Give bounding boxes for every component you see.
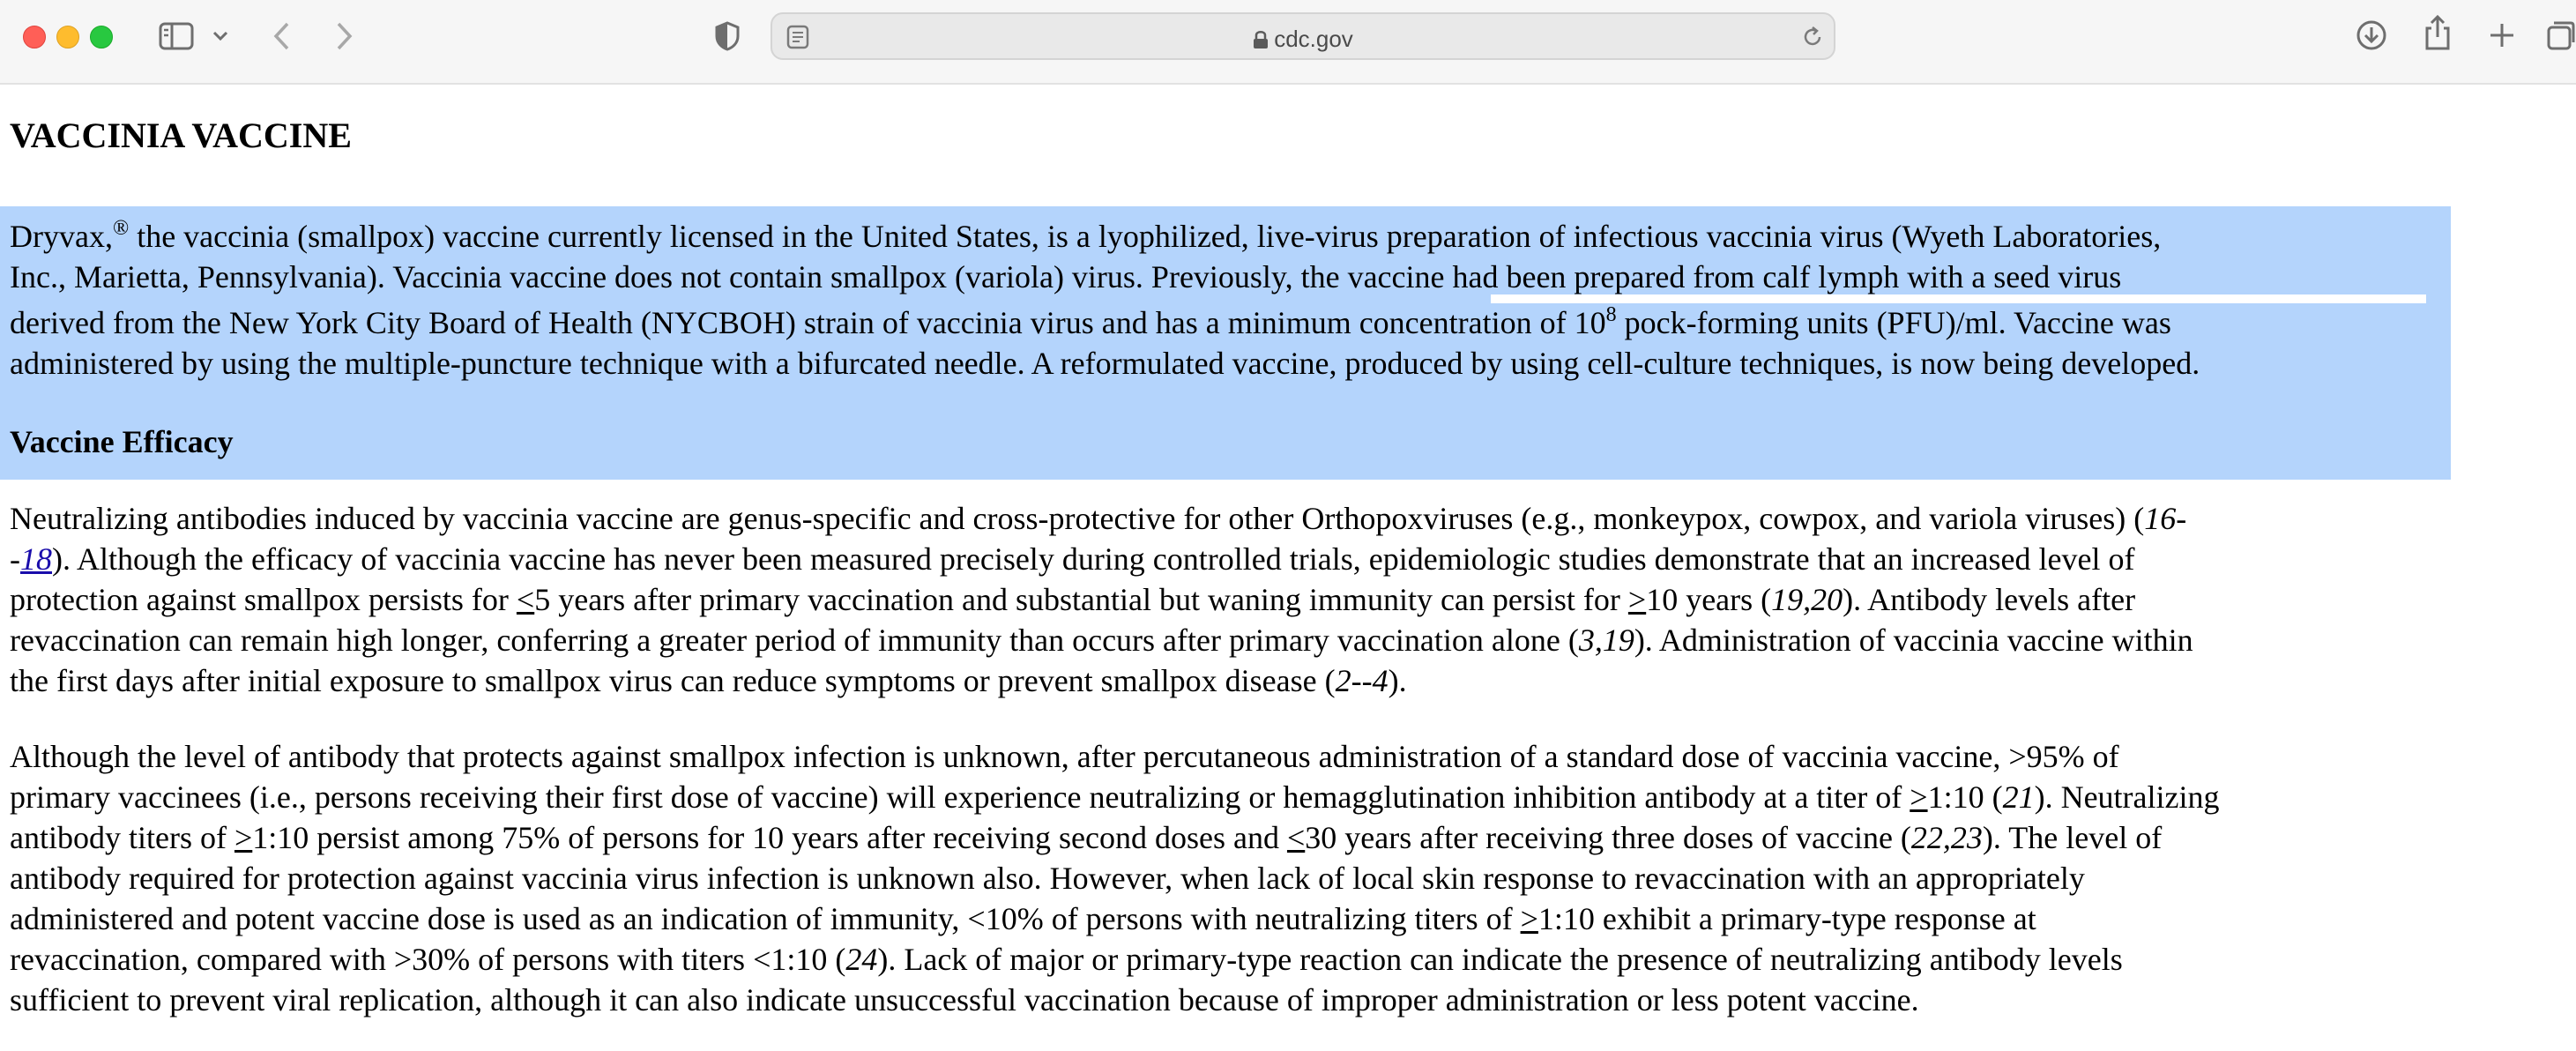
- intro-line-4: administered by using the multiple-puncture technique with a bifurcated needle. A reformulated vaccine, produced by using cell-culture techniques, is now being developed.: [10, 346, 2200, 381]
- vaccine-efficacy-heading: Vaccine Efficacy: [10, 424, 234, 459]
- tab-overview-icon[interactable]: [2546, 19, 2576, 51]
- efficacy-line-3: protection against smallpox persists for <5 years after primary vaccination and substantial but waning immunity can persist for >10 years (19,20). Antibody levels after: [10, 582, 2136, 617]
- antibody-line-3: antibody titers of >1:10 persist among 75% of persons for 10 years after receiving second doses and <30 years after receiving three doses of vaccine (22,23). The level of: [10, 820, 2163, 855]
- close-window-button[interactable]: [23, 26, 46, 48]
- address-bar[interactable]: [771, 12, 1835, 60]
- url-text: cdc.gov: [1274, 26, 1353, 52]
- intro-paragraph[interactable]: [10, 216, 2200, 384]
- minimize-window-button[interactable]: [56, 26, 79, 48]
- url-display: [772, 26, 1834, 53]
- downloads-icon[interactable]: [2356, 19, 2387, 51]
- antibody-line-5: administered and potent vaccine dose is used as an indication of immunity, <10% of persons with neutralizing titers of >1:10 exhibit a primary-type response at: [10, 901, 2036, 936]
- new-tab-plus-icon[interactable]: [2488, 21, 2516, 49]
- reload-icon[interactable]: [1800, 25, 1825, 49]
- antibody-line-7: sufficient to prevent viral replication, although it can also indicate unsuccessful vaccination because of improper administration or less potent vaccine.: [10, 982, 1919, 1017]
- efficacy-paragraph: [10, 498, 2193, 701]
- browser-toolbar: [0, 0, 2576, 85]
- antibody-line-4: antibody required for protection against vaccinia virus infection is unknown also. However, when lack of local skin response to revaccination with an appropriately: [10, 861, 2085, 896]
- antibody-line-1: Although the level of antibody that protects against smallpox infection is unknown, after percutaneous administration of a standard dose of vaccinia vaccine, >95% of: [10, 739, 2119, 774]
- zoom-window-button[interactable]: [90, 26, 113, 48]
- antibody-line-6: revaccination, compared with >30% of persons with titers <1:10 (24). Lack of major or primary-type reaction can indicate the presence of neutralizing antibody levels: [10, 942, 2123, 977]
- privacy-shield-icon[interactable]: [714, 21, 741, 51]
- chevron-down-icon[interactable]: [212, 30, 229, 42]
- efficacy-line-1: Neutralizing antibodies induced by vaccinia vaccine are genus-specific and cross-protective for other Orthopoxviruses (e.g., monkeypox, cowpox, and variola viruses) (16-: [10, 501, 2187, 536]
- intro-line-2: Inc., Marietta, Pennsylvania). Vaccinia vaccine does not contain smallpox (variola) virus. Previously, the vaccine had been prepared from calf lymph with a seed virus: [10, 259, 2122, 294]
- antibody-paragraph: [10, 736, 2220, 1020]
- page-title: VACCINIA VACCINE: [10, 116, 352, 155]
- sidebar-toggle-icon[interactable]: [159, 21, 194, 51]
- lock-icon: [1253, 30, 1269, 49]
- share-icon[interactable]: [2423, 14, 2453, 51]
- efficacy-line-5: the first days after initial exposure to smallpox virus can reduce symptoms or prevent smallpox disease (2--4).: [10, 663, 1407, 698]
- selection-gap-end: [2452, 384, 2469, 425]
- intro-line-3: derived from the New York City Board of Health (NYCBOH) strain of vaccinia virus and has a minimum concentration of $10^8$ pock-forming units (PFU)/ml. Vaccine was: [10, 303, 2171, 340]
- forward-arrow-icon[interactable]: [333, 21, 354, 51]
- antibody-line-2: primary vaccinees (i.e., persons receiving their first dose of vaccine) will experience neutralizing or hemagglutination inhibition antibody at a titer of >1:10 (21). Neutralizing: [10, 779, 2220, 815]
- back-arrow-icon[interactable]: [272, 21, 293, 51]
- reference-link-18[interactable]: 18: [20, 541, 52, 577]
- efficacy-line-2: -18). Although the efficacy of vaccinia vaccine has never been measured precisely during controlled trials, epidemiologic studies demonstrate that an increased level of: [10, 541, 2135, 577]
- intro-line-1: Dryvax,® the vaccinia (smallpox) vaccine currently licensed in the United States, is a lyophilized, live-virus preparation of infectious vaccinia virus (Wyeth Laboratories,: [10, 217, 2162, 254]
- efficacy-line-4: revaccination can remain high longer, conferring a greater period of immunity than occurs after primary vaccination alone (3,19). Administration of vaccinia vaccine within: [10, 622, 2193, 658]
